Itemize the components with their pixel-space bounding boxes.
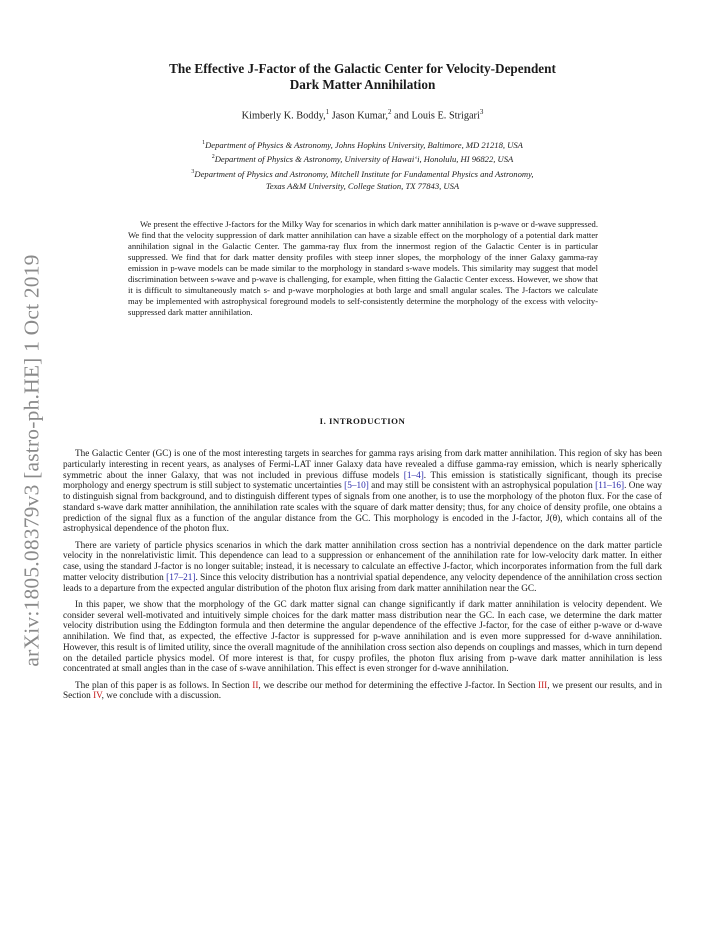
affiliation-mark: 3 bbox=[191, 168, 195, 175]
author-affiliation-mark: 2 bbox=[387, 108, 392, 116]
affiliation-line bbox=[90, 166, 635, 180]
arxiv-identifier-stamp bbox=[8, 233, 56, 688]
citation-link[interactable]: [17–21] bbox=[166, 572, 196, 583]
body-text-run: There are variety of particle physics scenarios in which the dark matter annihilation cross section has a nontrivial dependence on the dark matter particle velocity in the nonrelativistic limit. This dependence can lead to a suppression or enhancement of the annihilation rate for low-velocity dark matter. In either case, using the standard J-factor is no longer suitable; instead, it is necessary to calculate an effective J-factor, which incorporates information from the full dark matter velocity distribution bbox=[63, 540, 662, 583]
body-text-run: . One way to distinguish signal from background, and to distinguish different types of signals from one another, is to use the morphology of the photon flux. For the case of standard s-wave dark matter annihilation, the annihilation rate scales with the square of dark matter density; thus, for any choice of density profile, one obtains a prediction of the signal flux as a function of the angular distance from the GC. This morphology is encoded in the J-factor, J(θ), which contains all of the astrophysical dependence of the photon flux. bbox=[63, 481, 662, 535]
author-affiliation-mark: 1 bbox=[325, 108, 330, 116]
body-text-run: The Galactic Center (GC) is one of the most interesting targets in searches for gamma rays arising from dark matter annihilation. This region of sky has been particularly interesting in recent years, as analyses of Fermi-LAT inner Galaxy data have revealed a diffuse gamma-ray emission, which is nearly spherically symmetric about the inner Galaxy, that was not included in previous diffuse models bbox=[63, 449, 662, 481]
affiliation-text: Department of Physics and Astronomy, Mitchell Institute for Fundamental Physics and Astronomy, bbox=[194, 168, 534, 179]
body-text-run: , we conclude with a discussion. bbox=[101, 691, 222, 702]
section-title: INTRODUCTION bbox=[328, 416, 406, 426]
body-paragraph bbox=[63, 449, 662, 535]
affiliation-line bbox=[90, 151, 635, 165]
body-text-run: and may still be consistent with an astrophysical population bbox=[368, 481, 596, 492]
author-affiliation-mark: 3 bbox=[479, 108, 484, 116]
affiliation-text: Department of Physics & Astronomy, University of Hawai‘i, Honolulu, HI 96822, USA bbox=[214, 154, 514, 165]
affiliation-line bbox=[90, 137, 635, 151]
body-text-run: . Since this velocity distribution has a nontrivial spatial dependence, any velocity dependence of the annihilation cross section leads to a departure from the expected angular distribution of the photon flux arising from dark matter annihilation near the GC. bbox=[63, 572, 663, 594]
affiliation-list bbox=[90, 137, 635, 193]
citation-link[interactable]: [1–4] bbox=[403, 470, 424, 481]
affiliation-line bbox=[90, 180, 635, 193]
section-reference-link[interactable]: III bbox=[538, 680, 548, 691]
introduction-body bbox=[63, 449, 662, 708]
citation-link[interactable]: [11–16] bbox=[595, 481, 625, 492]
affiliation-mark: 1 bbox=[202, 140, 206, 146]
author-name: and Louis E. Strigari bbox=[394, 110, 480, 122]
section-reference-link[interactable]: IV bbox=[93, 691, 102, 702]
paper-title-line-2: Dark Matter Annihilation bbox=[289, 76, 436, 92]
body-text-run: . This emission is statistically significant, though its precise morphology and energy spectrum is still subject to systematic uncertainties bbox=[63, 470, 662, 492]
section-heading bbox=[90, 416, 635, 426]
body-text-run: In this paper, we show that the morphology of the GC dark matter signal can change significantly if dark matter annihilation is velocity dependent. We consider several well-motivated and intuitively simple choices for the dark matter mass distribution near the GC. In each case, we determine the dark matter velocity distribution using the Eddington formula and then determine the angular dependence of the effective J-factor, for the case of either p-wave or d-wave annihilation. We find that, as expected, the effective J-factor is suppressed for p-wave annihilation and is even more suppressed for d-wave annihilation. However, this result is of limited utility, since the overall magnitude of the annihilation cross section also depends on couplings and masses, which in turn depend on the detailed particle physics model. Of more interest is that, for cuspy profiles, the photon flux arising from p-wave dark matter annihilation is less concentrated at small angles than in the case of s-wave annihilation. This effect is even stronger for d-wave annihilation. bbox=[63, 599, 662, 675]
body-paragraph bbox=[63, 681, 662, 703]
section-number: I. bbox=[319, 416, 327, 426]
body-text-run: The plan of this paper is as follows. In Section bbox=[75, 680, 253, 691]
body-text-run: , we present our results, and in Section bbox=[63, 680, 662, 702]
author-list bbox=[90, 108, 635, 121]
affiliation-text: Department of Physics & Astronomy, Johns Hopkins University, Baltimore, MD 21218, USA bbox=[205, 139, 523, 150]
body-paragraph bbox=[63, 541, 662, 595]
author-name: Jason Kumar, bbox=[331, 110, 388, 122]
paper-title-line-1: The Effective J-Factor of the Galactic Center for Velocity-Dependent bbox=[169, 61, 556, 76]
body-paragraph bbox=[63, 600, 662, 675]
section-reference-link[interactable]: II bbox=[252, 680, 259, 691]
affiliation-text: Texas A&M University, College Station, TX 77843, USA bbox=[265, 181, 460, 192]
author-name: Kimberly K. Boddy, bbox=[241, 110, 326, 122]
affiliation-mark: 2 bbox=[211, 154, 215, 161]
abstract: We present the effective J-factors for the Milky Way for scenarios in which dark matter annihilation is p-wave or d-wave suppressed. We find that the velocity suppression of dark matter annihilation can have a sizable effect on the morphology of a potential dark matter annihilation signal in the Galactic Center. The gamma-ray flux from the innermost region of the Galactic Center is in particular suppressed. We find that for dark matter density profiles with steep inner slopes, the morphology of the inner Galaxy gamma-ray emission in p-wave models can be made similar to the morphology in standard s-wave models. This similarity may suggest that model discrimination between s-wave and p-wave is challenging, for example, when fitting the Galactic Center excess. However, we show that it is difficult to simultaneously match s- and p-wave morphologies at both large and small angular scales. The J-factors we calculate may be implemented with astrophysical foreground models to self-consistently determine the morphology of the excess with velocity-suppressed dark matter annihilation. bbox=[128, 219, 598, 318]
body-text-run: , we describe our method for determining the effective J-factor. In Section bbox=[258, 680, 539, 691]
citation-link[interactable]: [5–10] bbox=[344, 481, 369, 492]
paper-title bbox=[90, 61, 635, 92]
arxiv-identifier-text: arXiv:1805.08379v3 [astro-ph.HE] 1 Oct 2019 bbox=[19, 254, 44, 667]
